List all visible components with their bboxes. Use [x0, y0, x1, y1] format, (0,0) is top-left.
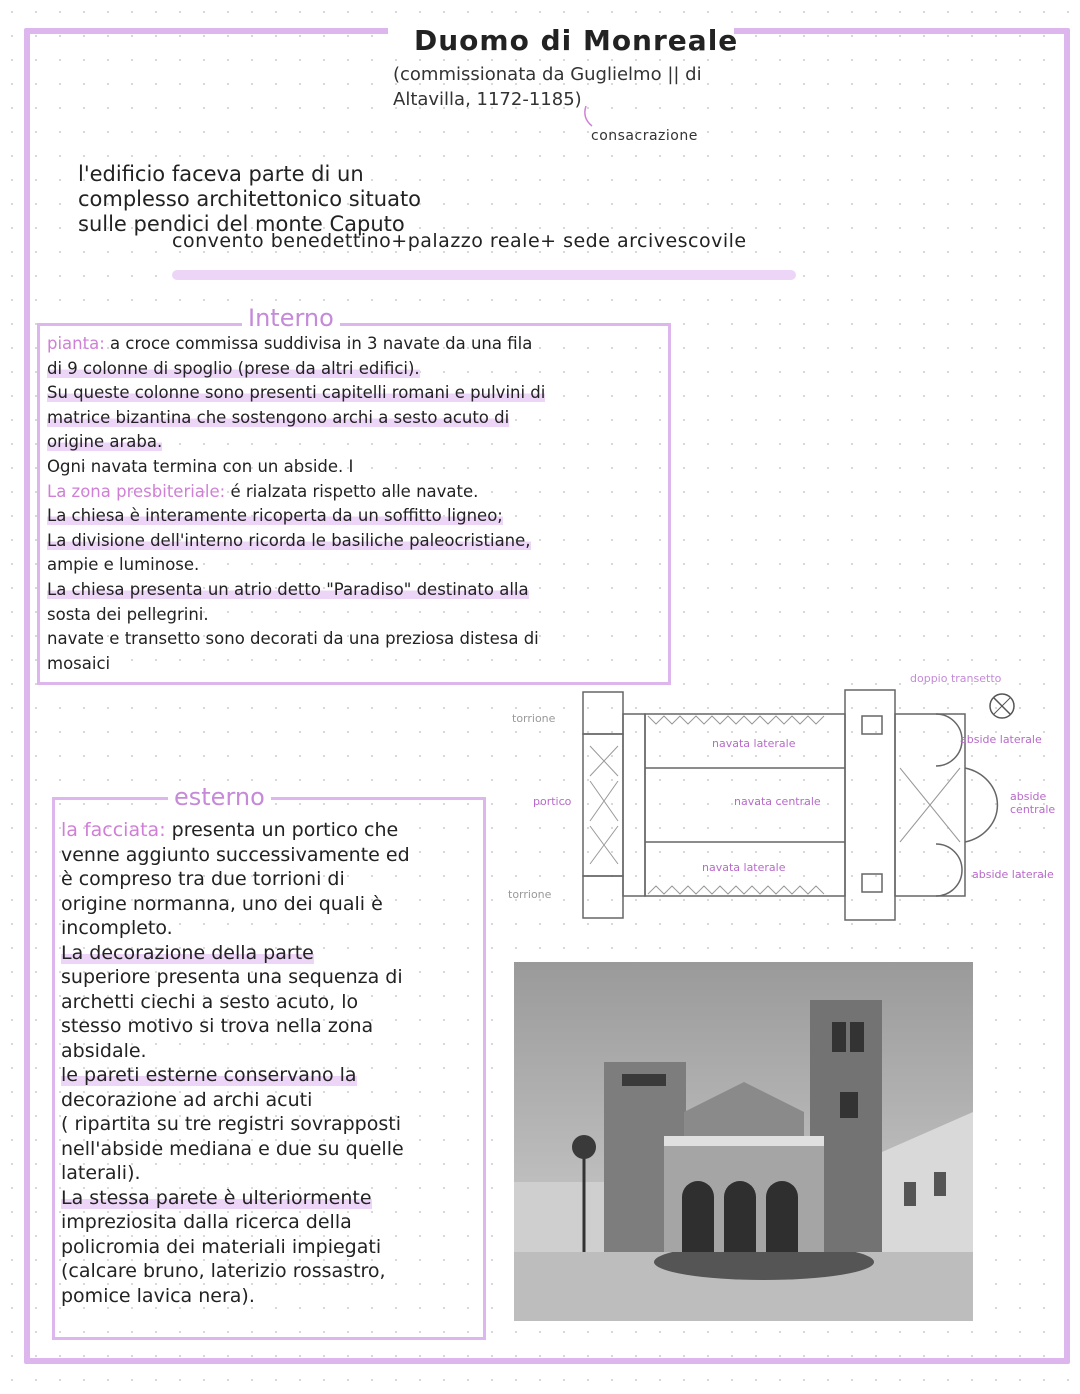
esterno-text: la facciata: presenta un portico che venne aggiunto successivamente ed è compreso tra due torrioni di origine normanna, uno dei quali è incompleto. La decorazione della parte superiore presenta una sequenza di archetti ciechi a sesto acuto, lo stesso motivo si trova nella zona absidale. le pareti esterne conservano la decorazione ad archi acuti ( ripartita su tre registri sovrapposti nell'abside mediana e due su quelle laterali). La stessa parete è ulteriormente impreziosita dalla ricerca della policromia dei materiali impiegati (calcare bruno, laterizio rossastro, pomice lavica nera).: [61, 819, 410, 1307]
intro-text: l'edificio faceva parte di un complesso architettonico situato sulle pendici del monte Caputo: [78, 162, 422, 236]
interno-title: Interno: [242, 304, 340, 332]
arrow-connector-icon: [578, 104, 598, 130]
cathedral-photo: [514, 962, 973, 1321]
label-doppio-transetto: doppio transetto: [910, 672, 1002, 685]
label-abside-laterale-top: abside laterale: [960, 733, 1042, 746]
label-portico: portico: [533, 795, 572, 808]
page-subtitle: (commissionata da Guglielmo || di Altavilla, 1172-1185): [393, 64, 702, 110]
label-torrione-top: torrione: [512, 712, 556, 725]
interno-text: pianta: a croce commissa suddivisa in 3 navate da una fila di 9 colonne di spoglio (prese da altri edifici). Su queste colonne sono presenti capitelli romani e pulvini di matrice bizantina che sostengono archi a sesto acuto di origine araba. Ogni navata termina con un abside. I La zona presbiteriale: é rialzata rispetto alle navate. La chiesa è interamente ricoperta da un soffitto ligneo; La divisione dell'interno ricorda le basiliche paleocristiane, ampie e luminose. La chiesa presenta un atrio detto "Paradiso" destinato alla sosta dei pellegrini. navate e transetto sono decorati da una preziosa distesa di mosaici: [47, 334, 546, 673]
page-title: Duomo di Monreale: [414, 24, 739, 57]
intro-complex: convento benedettino+palazzo reale+ sede arcivescovile: [172, 230, 747, 252]
label-abside-laterale-bottom: abside laterale: [972, 868, 1054, 881]
label-navata-laterale-bottom: navata laterale: [702, 861, 786, 874]
label-navata-centrale: navata centrale: [734, 795, 821, 808]
highlight-bar: [172, 270, 796, 280]
esterno-title: esterno: [168, 783, 271, 811]
label-abside-centrale: abside centrale: [1010, 790, 1056, 816]
consacrazione-note: consacrazione: [591, 128, 698, 144]
label-torrione-bottom: torrione: [508, 888, 552, 901]
label-navata-laterale-top: navata laterale: [712, 737, 796, 750]
